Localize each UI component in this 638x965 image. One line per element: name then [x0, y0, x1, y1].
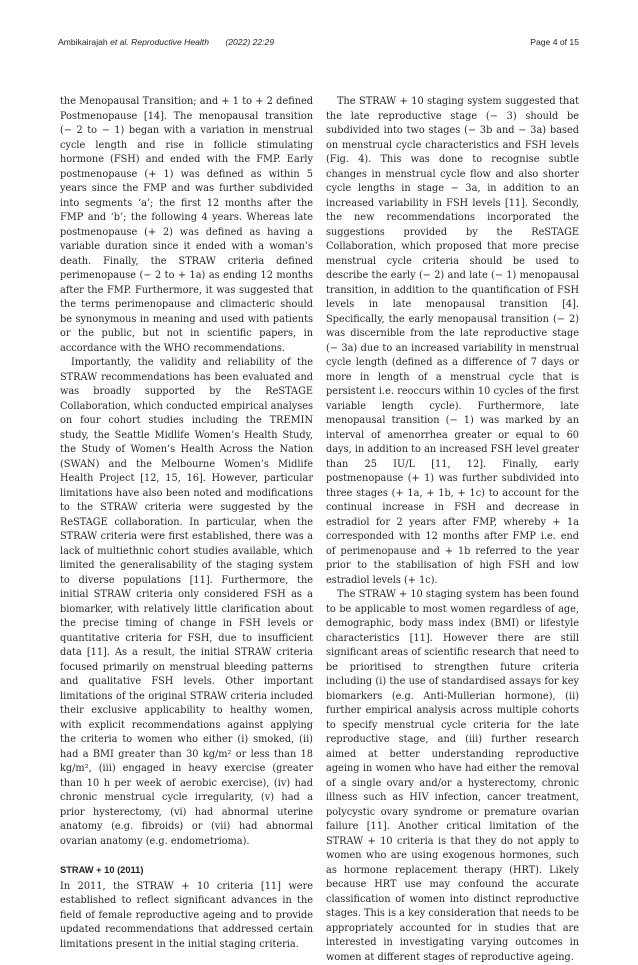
header-et-al: et al. — [110, 37, 129, 47]
left-paragraph-3: In 2011, the STRAW + 10 criteria [11] were established to reflect significant advances in the field of female reproductive ageing and to provide updated recommendations that addressed certain limitations present in the initial staging criteria. — [60, 880, 313, 950]
running-header — [58, 37, 579, 47]
running-header-citation — [58, 37, 274, 47]
left-column — [60, 95, 313, 952]
header-journal: Reproductive Health — [131, 37, 209, 47]
right-paragraph-2: The STRAW + 10 staging system has been found to be applicable to most women regardless of age, demographic, body mass index (BMI) or lifestyle characteristics [11]. However there are still significant areas of scientific research that need to be prioritised to strengthen future criteria including (i) the use of standardised assays for key biomarkers (e.g. Anti-Mullerian hormone), (ii) further empirical analysis across multiple cohorts to specify menstrual cycle criteria for the late reproductive stage, and (iii) further research aimed at better understanding reproductive ageing in women who have had either the removal of a single ovary and/or a hysterectomy, chronic illness such as HIV infection, cancer treatment, polycystic ovary syndrome or premature ovarian failure [11]. Another critical limitation of the STRAW + 10 criteria is that they do not apply to women who are using exogenous hormones, such as hormone replacement therapy (HRT). Likely because HRT use may confound the accurate classification of women into distinct reproductive stages. This is a key consideration that needs to be appropriately accounted for in studies that are interested in investigating varying outcomes in women at different stages of reproductive ageing. — [326, 589, 579, 963]
right-column — [326, 95, 579, 965]
left-paragraph-1: the Menopausal Transition; and + 1 to + 2 defined Postmenopause [14]. The menopausal transition (− 2 to − 1) began with a variation in menstrual cycle length and rise in follicle stimulating hormone (FSH) and ended with the FMP. Early postmenopause (+ 1) was defined as within 5 years since the FMP and was further subdivided into segments ‘a’; the first 12 months after the FMP and ‘b’; the following 4 years. Whereas late postmenopause (+ 2) was defined as having a variable duration since it ended with a woman’s death. Finally, the STRAW criteria defined perimenopause (− 2 to + 1a) as ending 12 months after the FMP. Furthermore, it was suggested that the terms perimenopause and climacteric should be synonymous in meaning and used with patients or the public, but not in scientific papers, in accordance with the WHO recommendations. — [60, 96, 313, 354]
header-year: (2022) 22:29 — [225, 37, 275, 47]
page-number: Page 4 of 15 — [530, 37, 579, 47]
header-authors: Ambikairajah — [58, 37, 108, 47]
section-heading: STRAW + 10 (2011) — [60, 865, 144, 875]
left-paragraph-2: Importantly, the validity and reliability of the STRAW recommendations has been evaluated and was broadly supported by the ReSTAGE Collaboration, which conducted empirical analyses on four cohort studies including the TREMIN study, the Seattle Midlife Women’s Health Study, the Study of Women’s Health Across the Nation (SWAN) and the Melbourne Women’s Midlife Health Project [12, 15, 16]. However, particular limitations have also been noted and modifications to the STRAW criteria were suggested by the ReSTAGE collaboration. In particular, when the STRAW criteria were first established, there was a lack of multiethnic cohort studies available, which limited the generalisability of the staging system to diverse populations [11]. Furthermore, the initial STRAW criteria only considered FSH as a biomarker, with relatively little clarification about the precise timing of change in FSH levels or quantitative criteria for FSH, due to insufficient data [11]. As a result, the initial STRAW criteria focused primarily on menstrual bleeding patterns and qualitative FSH levels. Other important limitations of the original STRAW criteria included their exclusive applicability to healthy women, with explicit recommendations against applying the criteria to women who either (i) smoked, (ii) had a BMI greater than 30 kg/m² or less than 18 kg/m², (iii) engaged in heavy exercise (greater than 10 h per week of aerobic exercise), (iv) had chronic menstrual cycle irregularity, (v) had a prior hysterectomy, (vi) had abnormal uterine anatomy (e.g. fibroids) or (vii) had abnormal ovarian anatomy (e.g. endometrioma). — [60, 357, 313, 847]
right-paragraph-1: The STRAW + 10 staging system suggested that the late reproductive stage (− 3) should be subdivided into two stages (− 3b and − 3a) based on menstrual cycle characteristics and FSH levels (Fig. 4). This was done to recognise subtle changes in menstrual cycle flow and also shorter cycle lengths in stage − 3a, in addition to an increased variability in FSH levels [11]. Secondly, the new recommendations incorporated the suggestions provided by the ReSTAGE Collaboration, which proposed that more precise menstrual cycle criteria should be used to describe the early (− 2) and late (− 1) menopausal transition, in addition to the quantification of FSH levels in late menopausal transition [4]. Specifically, the early menopausal transition (− 2) was discernible from the late reproductive stage (− 3a) due to an increased variability in menstrual cycle length (defined as a difference of 7 days or more in length of a menstrual cycle that is persistent i.e. reoccurs within 10 cycles of the first variable length cycle). Furthermore, late menopausal transition (− 1) was marked by an interval of amenorrhea greater or equal to 60 days, in addition to an increased FSH level greater than 25 IU/L [11, 12]. Finally, early postmenopause (+ 1) was further subdivided into three stages (+ 1a, + 1b, + 1c) to account for the continual increase in FSH and decrease in estradiol for 2 years after FMP, whereby + 1a corresponded with 12 months after FMP i.e. end of perimenopause and + 1b referred to the year prior to the stabilisation of high FSH and low estradiol levels (+ 1c). — [326, 96, 579, 586]
